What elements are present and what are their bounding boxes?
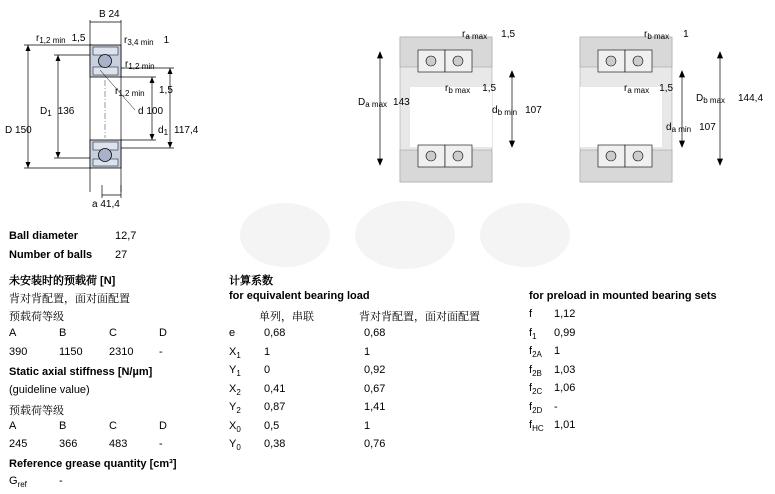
mounted-row-symbol: f [529, 308, 533, 320]
number-of-balls-value: 27 [115, 249, 128, 261]
calc-row-pair-value: 1 [364, 345, 371, 358]
preload-header-c: C [109, 327, 117, 339]
number-of-balls-label: Number of balls [9, 249, 93, 261]
mounted-row-symbol: $f_{2A}$ [529, 345, 542, 360]
col-single-header: 单列，串联 [259, 311, 314, 323]
calc-row-pair-value: 1 [364, 419, 371, 432]
calc-row-symbol: e [229, 327, 236, 339]
bearing-section-drawing [0, 0, 200, 215]
calc-row-single-value: 1 [264, 345, 271, 358]
stiffness-header-b: B [59, 420, 67, 432]
mounted-row-value: - [554, 400, 558, 413]
mounted-row-symbol: $f_{2B}$ [529, 363, 542, 378]
preload-title: 未安装时的预载荷 [N] [9, 275, 116, 287]
svg-text:1,5: 1,5 [159, 85, 173, 96]
calc-row-single-value: 0,38 [264, 438, 286, 450]
stiffness-header-d: D [159, 420, 167, 432]
svg-text:r1,2 min: $r_{1,2 min}$ [115, 86, 145, 98]
abutment-drawing-a [350, 15, 550, 185]
equivalent-load-title: for equivalent bearing load [229, 290, 370, 302]
calc-row-single-value: 0,68 [264, 327, 286, 339]
calc-row-symbol: $Y_1$ [229, 364, 241, 379]
mounted-row-value: 1,06 [554, 382, 576, 394]
calc-row-symbol: $Y_0$ [229, 438, 241, 453]
svg-text:B 24: B 24 [99, 9, 120, 20]
calc-row-symbol: $X_1$ [229, 345, 241, 360]
mounted-row-value: 1,03 [554, 363, 576, 376]
mounted-row-symbol: $f_{HC}$ [529, 419, 544, 434]
svg-text:d 100: d 100 [138, 106, 164, 117]
mounted-sets-title: for preload in mounted bearing sets [529, 290, 717, 302]
grease-title: Reference grease quantity [cm³] [9, 458, 177, 470]
calc-row-single-value: 0 [264, 364, 271, 376]
calc-row-pair-value: 0,67 [364, 382, 386, 395]
stiffness-value-c: 483 [109, 438, 128, 450]
grease-value: - [59, 475, 63, 487]
calc-title: 计算系数 [229, 275, 273, 287]
svg-text:D1136: $D_1$ 136 [40, 106, 75, 118]
svg-text:Da max143: $D_{a max}$ 143 [358, 97, 410, 109]
col-pair-header: 背对背配置，面对面配置 [359, 311, 480, 323]
svg-text:d1117,4: $d_1$ 117,4 [158, 125, 199, 137]
calc-row-pair-value: 0,92 [364, 364, 386, 376]
calc-row-single-value: 0,5 [264, 419, 280, 432]
svg-text:D 150: D 150 [5, 125, 32, 136]
stiffness-value-b: 366 [59, 438, 78, 450]
calc-row-pair-value: 0,68 [364, 327, 386, 339]
svg-text:144,4: 144,4 [738, 93, 764, 104]
ball-diameter-value: 12,7 [115, 230, 137, 242]
mounted-row-value: 0,99 [554, 326, 576, 339]
stiffness-header-a: A [9, 420, 17, 432]
svg-text:rb max1,5: $r_{b max}$ 1,5 [445, 83, 497, 95]
svg-text:da min107: $d_{a min}$ 107 [666, 122, 716, 134]
stiffness-header-c: C [109, 420, 117, 432]
stiffness-value-a: 245 [9, 438, 28, 450]
svg-text:r1,2 min: $r_{1,2 min}$ [125, 59, 155, 71]
calc-row-single-value: 0,87 [264, 401, 286, 413]
stiffness-title: Static axial stiffness [N/µm] [9, 366, 153, 378]
calc-row-symbol: $X_0$ [229, 419, 241, 434]
abutment-drawing-b [540, 15, 775, 185]
mounted-row-symbol: $f_{2C}$ [529, 382, 543, 397]
preload-header-a: A [9, 327, 17, 339]
mounted-row-symbol: $f_{2D}$ [529, 400, 543, 415]
svg-text:a 41,4: a 41,4 [92, 199, 120, 210]
calc-row-symbol: $X_2$ [229, 382, 241, 397]
preload-class-label: 预载荷等级 [9, 311, 64, 323]
stiffness-value-d: - [159, 438, 163, 450]
preload-header-b: B [59, 327, 67, 339]
calc-row-single-value: 0,41 [264, 382, 286, 395]
calc-row-pair-value: 0,76 [364, 438, 386, 450]
stiffness-note: (guideline value) [9, 384, 90, 396]
svg-text:r1,2 min1,5: $r_{1,2 min}$ 1,5 [36, 33, 86, 45]
svg-text:db min107: $d_{b min}$ 107 [492, 105, 542, 117]
calc-row-pair-value: 1,41 [364, 401, 386, 413]
mounted-row-symbol: $f_1$ [529, 326, 537, 341]
watermark-logo [225, 190, 585, 280]
svg-text:rb max1: $r_{b max}$ 1 [644, 29, 689, 41]
mounted-row-value: 1,01 [554, 419, 576, 431]
svg-text:ra max1,5: $r_{a max}$ 1,5 [624, 83, 674, 95]
preload-value-a: 390 [9, 346, 28, 358]
grease-symbol: $G_{ref}$ [9, 475, 27, 490]
mounted-row-value: 1 [554, 345, 561, 357]
ball-diameter-label: Ball diameter [9, 230, 79, 242]
preload-value-c: 2310 [109, 346, 134, 358]
mounted-row-value: 1,12 [554, 308, 576, 320]
calc-row-symbol: $Y_2$ [229, 401, 241, 416]
preload-arrangement: 背对背配置，面对面配置 [9, 293, 130, 305]
stiffness-class-label: 预载荷等级 [9, 405, 64, 417]
preload-value-d: - [159, 346, 163, 358]
svg-text:ra max1,5: $r_{a max}$ 1,5 [462, 29, 516, 41]
preload-value-b: 1150 [59, 346, 83, 358]
svg-text:Db max: $D_{b max}$ [696, 93, 726, 105]
preload-header-d: D [159, 327, 167, 339]
svg-text:r3,4 min1: $r_{3,4 min}$ 1 [124, 35, 170, 47]
